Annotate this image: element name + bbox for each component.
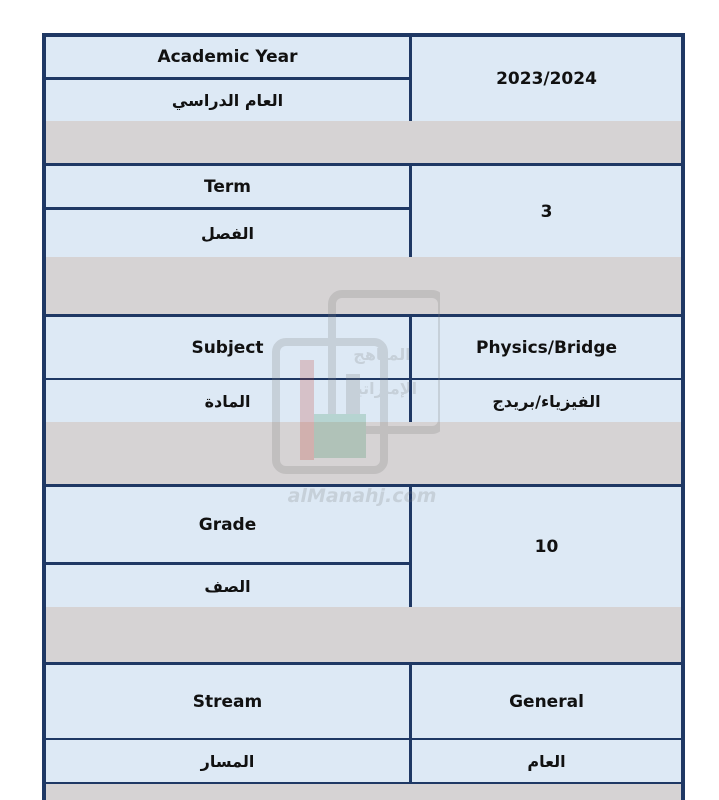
info-table (42, 33, 685, 800)
stream-label-ar: المسار (46, 740, 409, 782)
stream-label: Stream (46, 665, 409, 738)
subject-label: Subject (46, 317, 409, 378)
stream-value-ar: العام (412, 740, 681, 782)
academic-year-value: 2023/2024 (412, 37, 681, 121)
term-label: Term (46, 166, 409, 207)
separator-row (46, 121, 681, 163)
stream-value: General (412, 665, 681, 738)
term-value: 3 (412, 166, 681, 257)
separator-row (46, 784, 681, 800)
subject-label-ar: المادة (46, 380, 409, 422)
watermark-text-1: المناهج (353, 345, 411, 364)
separator-row (46, 607, 681, 662)
grade-label-ar: الصف (46, 565, 409, 607)
grade-label: Grade (46, 487, 409, 562)
subject-value-ar: الفيزياء/بريدج (412, 380, 681, 422)
separator-row (46, 257, 681, 314)
table-right-border (681, 33, 685, 800)
academic-year-label: Academic Year (46, 37, 409, 77)
term-label-ar: الفصل (46, 210, 409, 257)
watermark-text-2: الإماراتية (346, 379, 418, 398)
grade-value: 10 (412, 487, 681, 607)
column-divider (409, 665, 412, 782)
column-divider (409, 317, 412, 422)
watermark-site: alManahj.com (287, 485, 437, 507)
subject-value: Physics/Bridge (412, 317, 681, 378)
academic-year-label-ar: العام الدراسي (46, 80, 409, 121)
separator-row (46, 422, 681, 484)
